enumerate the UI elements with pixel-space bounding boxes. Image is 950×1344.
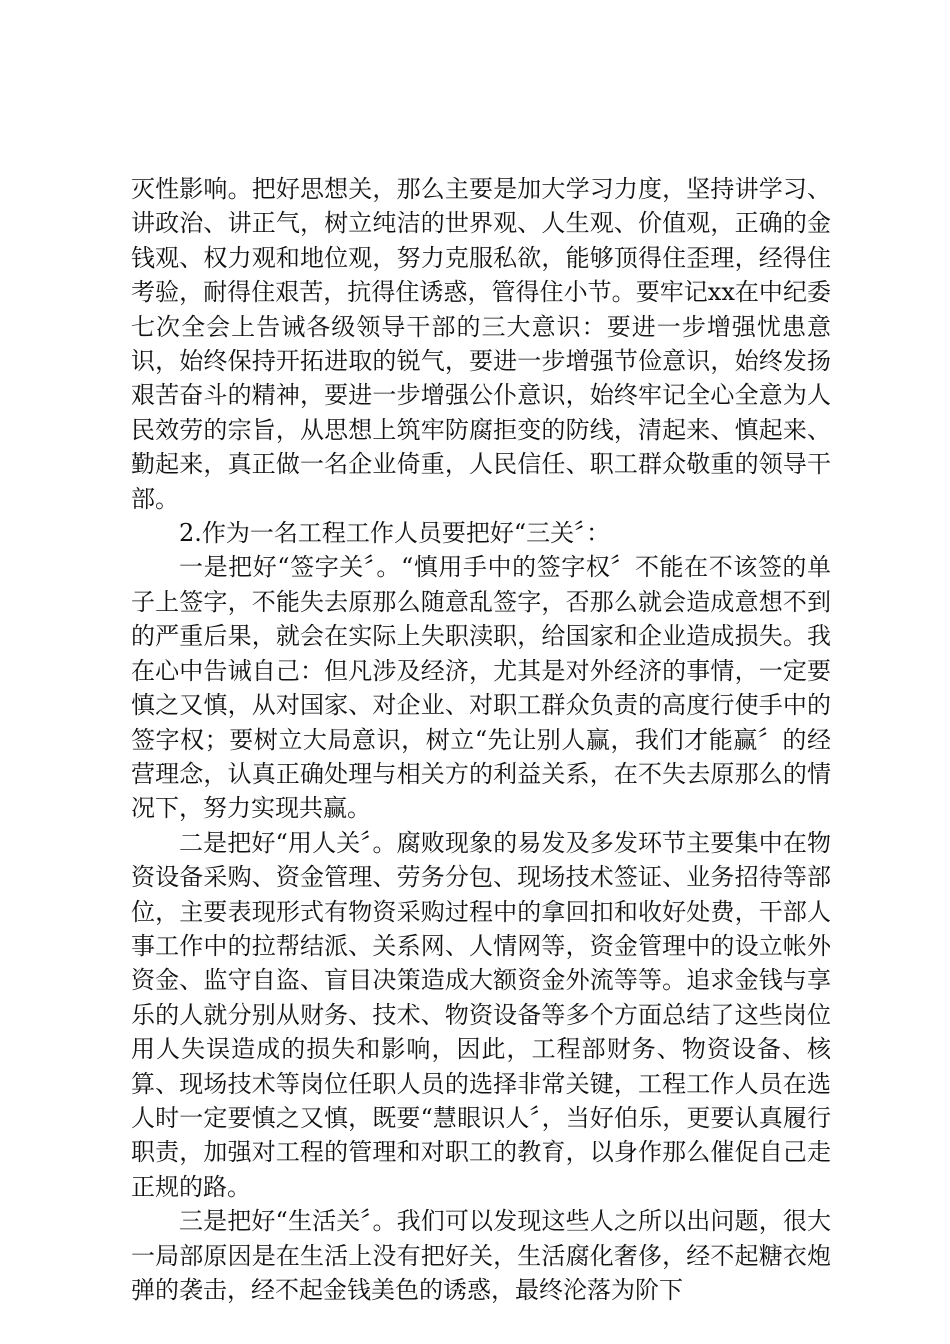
document-body — [131, 172, 831, 1307]
paragraph-personnel-gate: 二是把好“用人关〞。腐败现象的易发及多发环节主要集中在物资设备采购、资金管理、劳务分包、现场技术签证、业务招待等部位，主要表现形式有物资采购过程中的拿回扣和收好处费，干部人事工作中的拉帮结派、关系网、人情网等，资金管理中的设立帐外资金、监守自盗、盲目决策造成大额资金外流等等。追求金钱与享乐的人就分别从财务、技术、物资设备等多个方面总结了这些岗位用人失误造成的损失和影响，因此，工程部财务、物资设备、核算、现场技术等岗位任职人员的选择非常关键，工程工作人员在选人时一定要慎之又慎，既要“慧眼识人〞，当好伯乐，更要认真履行职责，加强对工程的管理和对职工的教育，以身作那么催促自己走正规的路。 — [131, 828, 831, 1201]
paragraph-life-gate: 三是把好“生活关〞。我们可以发现这些人之所以出问题，很大一局部原因是在生活上没有把好关，生活腐化奢侈，经不起糖衣炮弹的袭击，经不起金钱美色的诱惑，最终沦落为阶下 — [131, 1207, 831, 1304]
paragraph-three-gates-heading: 2.作为一名工程工作人员要把好“三关〞： — [179, 519, 611, 548]
paragraph-signature-gate: 一是把好“签字关〞。“慎用手中的签字权〞不能在不该签的单子上签字，不能失去原那么随意乱签字，否那么就会造成意想不到的严重后果，就会在实际上失职渎职，给国家和企业造成损失。我在心中告诫自己：但凡涉及经济，尤其是对外经济的事情，一定要慎之又慎，从对国家、对企业、对职工群众负责的高度行使手中的签字权；要树立大局意识，树立“先让别人赢，我们才能赢〞的经营理念，认真正确处理与相关方的利益关系，在不失去原那么的情况下，努力实现共赢。 — [131, 553, 831, 823]
paragraph-thought-gate-continuation: 灭性影响。把好思想关，那么主要是加大学习力度，坚持讲学习、讲政治、讲正气，树立纯洁的世界观、人生观、价值观，正确的金钱观、权力观和地位观，努力克服私欲，能够顶得住歪理，经得住考验，耐得住艰苦，抗得住诱惑，管得住小节。要牢记xx在中纪委七次全会上告诫各级领导干部的三大意识：要进一步增强忧患意识，始终保持开拓进取的锐气，要进一步增强节俭意识，始终发扬艰苦奋斗的精神，要进一步增强公仆意识，始终牢记全心全意为人民效劳的宗旨，从思想上筑牢防腐拒变的防线，清起来、慎起来、勤起来，真正做一名企业倚重，人民信任、职工群众敬重的领导干部。 — [131, 175, 831, 513]
